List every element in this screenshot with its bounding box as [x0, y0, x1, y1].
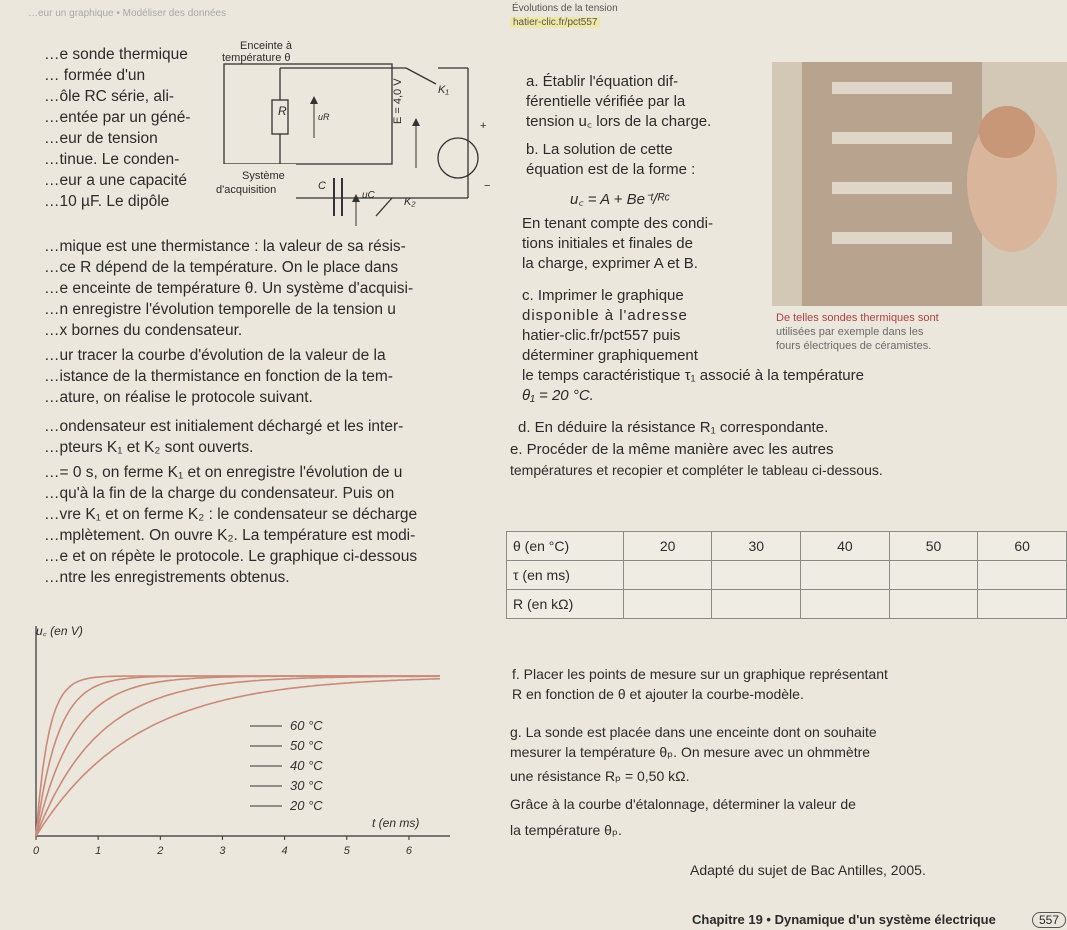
- circuit-acquisition-label: d'acquisition: [216, 184, 277, 196]
- series-line-1: [36, 676, 440, 836]
- table-cell-empty: [712, 590, 801, 619]
- legend-label: 40 °C: [290, 758, 323, 773]
- table-cell-empty: [801, 561, 890, 590]
- thermal-probe-photo: [772, 62, 1067, 306]
- table-row-temperature: [507, 532, 1067, 561]
- circuit-minus-label: −: [484, 180, 491, 192]
- question-e-line-1: e. Procéder de la même manière avec les autres: [510, 441, 834, 458]
- question-c-line-3[interactable]: hatier-clic.fr/pct557 puis: [522, 327, 681, 344]
- x-tick-label: 3: [219, 845, 226, 857]
- photo-caption-line-2: utilisées par exemple dans les: [776, 326, 924, 338]
- question-a-line-1: a. Établir l'équation dif-: [526, 73, 679, 90]
- question-g-line-2: mesurer la température θₚ. On mesure avec un ohmmètre: [510, 744, 871, 760]
- question-b-line-4: tions initiales et finales de: [522, 235, 693, 252]
- switch-k2: [376, 198, 392, 216]
- circuit-c-label: C: [318, 180, 326, 192]
- chart-x-axis-label: t (en ms): [372, 816, 420, 830]
- table-cell: 40: [801, 532, 890, 561]
- chart-legend: [250, 718, 323, 813]
- table-header-tau: τ (en ms): [507, 561, 624, 590]
- question-f-line-1: f. Placer les points de mesure sur un graphique représentant: [512, 666, 888, 682]
- intro-line-7: …eur a une capacité: [44, 172, 188, 189]
- circuit-plus-label: +: [480, 120, 487, 132]
- switch-k1: [406, 68, 436, 84]
- question-c-line-4: déterminer graphiquement: [522, 347, 698, 364]
- chart-curves: [36, 676, 440, 836]
- intro-line-5: …eur de tension: [44, 130, 158, 147]
- question-g-line-1: g. La sonde est placée dans une enceinte dont on souhaite: [510, 724, 877, 740]
- series-line-4: [36, 676, 440, 836]
- legend-label: 60 °C: [290, 718, 323, 733]
- table-cell: 30: [712, 532, 801, 561]
- question-b-line-2: équation est de la forme :: [526, 161, 696, 178]
- table-cell-empty: [889, 561, 978, 590]
- header-link[interactable]: hatier-clic.fr/pct557: [510, 17, 600, 28]
- table-cell-empty: [623, 561, 712, 590]
- intro-line-6: …tinue. Le conden-: [44, 151, 180, 168]
- intro-line-15: …istance de la thermistance en fonction de la tem-: [44, 368, 393, 385]
- table-cell-empty: [889, 590, 978, 619]
- intro-line-22: …mplètement. On ouvre K₂. La température est modi-: [44, 527, 416, 544]
- circuit-temperature-label: température θ: [222, 52, 291, 64]
- question-g-line-3: une résistance Rₚ = 0,50 kΩ.: [510, 768, 690, 784]
- intro-line-13: …x bornes du condensateur.: [44, 322, 243, 339]
- x-tick-label: 0: [32, 845, 40, 857]
- photo-caption-line-3: fours électriques de céramistes.: [776, 340, 932, 352]
- header-breadcrumb: …eur un graphique • Modéliser des données: [28, 8, 227, 19]
- table-row-tau: [507, 561, 1067, 590]
- circuit-r-label: R: [278, 104, 287, 118]
- question-b-line-5: la charge, exprimer A et B.: [522, 255, 698, 272]
- intro-line-11: …e enceinte de température θ. Un système d'acquisi-: [44, 280, 414, 297]
- intro-line-20: …qu'à la fin de la charge du condensateur. Puis on: [44, 485, 395, 502]
- intro-line-10: …ce R dépend de la température. On le place dans: [44, 259, 399, 276]
- circuit-diagram: [206, 38, 506, 234]
- photo-illustration: [772, 62, 1067, 306]
- x-tick-label: 2: [157, 845, 164, 857]
- chart-axes: [36, 626, 450, 836]
- circuit-e-label: E = 4,0 V: [392, 78, 404, 124]
- intro-line-3: …ôle RC série, ali-: [44, 88, 175, 105]
- table-cell: 20: [623, 532, 712, 561]
- intro-line-19: …= 0 s, on ferme K₁ et on enregistre l'évolution de u: [44, 464, 403, 481]
- intro-line-18: …pteurs K₁ et K₂ sont ouverts.: [44, 439, 254, 456]
- x-tick-label: 5: [343, 845, 350, 857]
- intro-line-24: …ntre les enregistrements obtenus.: [44, 569, 290, 586]
- table-cell-empty: [978, 590, 1067, 619]
- table-cell: 50: [889, 532, 978, 561]
- x-tick-label: 1: [95, 845, 102, 857]
- table-row-resistance: [507, 590, 1067, 619]
- circuit-k2-label: K₂: [404, 196, 416, 208]
- table-header-theta: θ (en °C): [507, 532, 624, 561]
- question-g-line-4: Grâce à la courbe d'étalonnage, déterminer la valeur de: [510, 796, 856, 812]
- question-c-line-6: θ₁ = 20 °C.: [522, 387, 594, 404]
- source-note: Adapté du sujet de Bac Antilles, 2005.: [690, 862, 926, 878]
- question-c-line-1: c. Imprimer le graphique: [522, 287, 684, 304]
- question-a-line-2: férentielle vérifiée par la: [526, 93, 686, 110]
- intro-line-2: … formée d'un: [44, 67, 146, 84]
- intro-line-9: …mique est une thermistance : la valeur de sa résis-: [44, 238, 406, 255]
- generator-symbol: [438, 138, 478, 178]
- page-number: 557: [1032, 912, 1066, 928]
- intro-line-4: …entée par un géné-: [44, 109, 191, 126]
- intro-line-14: …ur tracer la courbe d'évolution de la valeur de la: [44, 347, 386, 364]
- chapter-title: Chapitre 19 • Dynamique d'un système électrique: [692, 912, 996, 927]
- intro-line-23: …e et on répète le protocole. Le graphique ci-dessous: [44, 548, 418, 565]
- intro-line-17: …ondensateur est initialement déchargé et les inter-: [44, 418, 404, 435]
- chart-y-axis-label: u꜀ (en V): [36, 624, 83, 638]
- question-g-line-5: la température θₚ.: [510, 822, 622, 838]
- chart-ticks: [33, 836, 413, 857]
- intro-line-12: …n enregistre l'évolution temporelle de la tension u: [44, 301, 396, 318]
- enclosure-box: [224, 64, 392, 164]
- legend-label: 20 °C: [290, 798, 323, 813]
- legend-label: 50 °C: [290, 738, 323, 753]
- x-tick-label: 6: [405, 845, 412, 857]
- question-c-line-5: le temps caractéristique τ₁ associé à la température: [522, 367, 864, 384]
- charge-curves-chart: [0, 616, 490, 876]
- circuit-ur-label: uR: [318, 112, 330, 122]
- table-cell: 60: [978, 532, 1067, 561]
- question-c-line-2: disponible à l'adresse: [522, 307, 688, 324]
- series-line-5: [36, 679, 440, 836]
- table-cell-empty: [801, 590, 890, 619]
- question-d-line-1: d. En déduire la résistance R₁ correspondante.: [518, 419, 829, 436]
- intro-line-21: …vre K₁ et on ferme K₂ : le condensateur se décharge: [44, 506, 418, 523]
- question-f-line-2: R en fonction de θ et ajouter la courbe-modèle.: [512, 686, 804, 702]
- intro-line-16: …ature, on réalise le protocole suivant.: [44, 389, 313, 406]
- question-b-line-1: b. La solution de cette: [526, 141, 673, 158]
- results-table: [506, 531, 1067, 619]
- table-cell-empty: [712, 561, 801, 590]
- circuit-enceinte-label: Enceinte à: [240, 40, 292, 52]
- series-line-3: [36, 676, 440, 836]
- table-cell-empty: [978, 561, 1067, 590]
- question-e-line-2: températures et recopier et compléter le tableau ci-dessous.: [510, 462, 883, 478]
- circuit-k1-label: K₁: [438, 84, 449, 96]
- intro-line-1: …e sonde thermique: [44, 46, 188, 63]
- legend-label: 30 °C: [290, 778, 323, 793]
- series-line-2: [36, 676, 440, 836]
- x-tick-label: 4: [281, 845, 288, 857]
- photo-caption-line-1: De telles sondes thermiques sont: [776, 312, 939, 324]
- header-topic: Évolutions de la tension: [512, 3, 618, 14]
- question-b-equation: u꜀ = A + Be⁻ᵗ/ᴿᶜ: [570, 191, 670, 208]
- table-header-r: R (en kΩ): [507, 590, 624, 619]
- question-b-line-3: En tenant compte des condi-: [522, 215, 713, 232]
- circuit-uc-label: uC: [362, 190, 375, 201]
- question-a-line-3: tension u꜀ lors de la charge.: [526, 113, 712, 130]
- circuit-systeme-label: Système: [242, 170, 285, 182]
- intro-line-8: …10 µF. Le dipôle: [44, 193, 170, 210]
- table-cell-empty: [623, 590, 712, 619]
